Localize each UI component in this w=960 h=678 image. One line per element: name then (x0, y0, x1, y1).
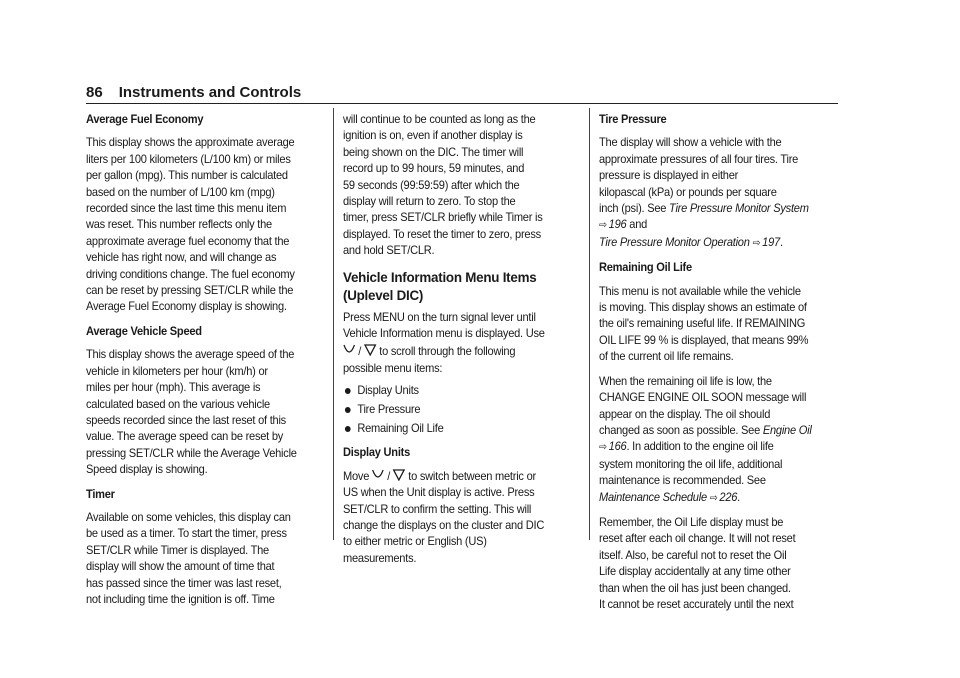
text-line (599, 439, 826, 456)
page-reference[interactable]: 226 (719, 490, 738, 504)
oil-life-text-2 (599, 374, 826, 507)
text-line: possible menu items: (343, 361, 443, 375)
tire-pressure-monitor-operation-link[interactable]: Tire Pressure Monitor Operation (599, 235, 750, 249)
text-line: record up to 99 hours, 59 minutes, and (343, 162, 525, 176)
text-line: is moving. This display shows an estimate of (599, 301, 807, 315)
text-fragment: . (779, 235, 783, 249)
text-line: miles per hour (mph). This average is (86, 381, 261, 395)
text-line: and hold SET/CLR. (343, 244, 435, 258)
oil-life-text-1 (599, 284, 826, 366)
text-line: vehicle in kilometers per hour (km/h) or (86, 364, 268, 378)
column-divider-1 (333, 108, 334, 540)
tire-pressure-text (599, 135, 826, 252)
page-reference[interactable]: 197 (762, 235, 780, 249)
text-line (599, 235, 826, 252)
display-units-heading: Display Units (343, 446, 411, 460)
list-item (343, 400, 570, 419)
text-line: This display shows the approximate average (86, 136, 295, 150)
text-line: Life display accidentally at any time other (599, 565, 791, 579)
tire-pressure-monitor-system-link[interactable]: Tire Pressure Monitor System (669, 202, 809, 216)
page-reference[interactable]: 166 (608, 440, 627, 454)
text-line: display will show the amount of time that (86, 560, 275, 574)
text-line: reset after each oil change. It will not reset (599, 532, 796, 546)
text-fragment: and (626, 218, 648, 232)
text-line: was reset. This number reflects only the (86, 218, 272, 232)
text-line: It cannot be reset accurately until the next (599, 597, 794, 611)
column-1 (86, 112, 313, 616)
text-line: of the current oil life remains. (599, 350, 734, 364)
text-line: Available on some vehicles, this display can (86, 510, 291, 524)
timer-heading: Timer (86, 487, 115, 501)
menu-items-list (343, 381, 570, 438)
text-line: system monitoring the oil life, additional (599, 457, 783, 471)
text-line: than when the oil has just been changed. (599, 581, 791, 595)
text-line: The display will show a vehicle with the (599, 136, 782, 150)
text-line (599, 217, 826, 234)
text-line (599, 201, 826, 217)
text-line: based on the number of L/100 km (mpg) (86, 185, 275, 199)
text-line: recorded since the last time this menu item (86, 202, 287, 216)
text-fragment: . In addition to the engine oil life (626, 440, 774, 454)
header-rule (86, 103, 838, 104)
text-line: to either metric or English (US) (343, 535, 487, 549)
page-reference-icon: ⇨ (709, 492, 718, 504)
section-title-line: Vehicle Information Menu Items (343, 268, 537, 285)
vehicle-info-intro (343, 310, 570, 378)
text-line-with-icons (343, 469, 570, 485)
vehicle-speed-heading: Average Vehicle Speed (86, 324, 202, 338)
text-line: SET/CLR while Timer is displayed. The (86, 543, 269, 557)
text-line: itself. Also, be careful not to reset the Oil (599, 548, 787, 562)
text-line: Remember, the Oil Life display must be (599, 515, 784, 529)
thumbwheel-up-icon (372, 469, 384, 481)
text-line: will continue to be counted as long as the (343, 113, 536, 126)
section-title: Instruments and Controls (118, 84, 302, 101)
list-item-label: Remaining Oil Life (357, 421, 444, 435)
page-reference-icon: ⇨ (599, 442, 607, 454)
list-item (343, 381, 570, 400)
oil-life-heading: Remaining Oil Life (599, 261, 692, 275)
text-line: calculated based on the various vehicle (86, 397, 270, 411)
text-line: approximate average fuel economy that the (86, 234, 290, 248)
text-line: SET/CLR to confirm the setting. This will (343, 502, 532, 516)
text-line: This menu is not available while the vehicle (599, 284, 801, 298)
text-fragment: to scroll through the following (379, 345, 516, 359)
text-line: be used as a timer. To start the timer, press (86, 527, 287, 541)
text-fragment: to switch between metric or (408, 469, 536, 483)
column-3 (599, 112, 826, 621)
text-line (599, 490, 826, 507)
text-fragment: changed as soon as possible. See (599, 423, 763, 437)
text-line: CHANGE ENGINE OIL SOON message will (599, 391, 807, 405)
text-line: ignition is on, even if another display is (343, 129, 523, 143)
text-line: This display shows the average speed of the (86, 348, 295, 362)
fuel-economy-heading: Average Fuel Economy (86, 113, 204, 126)
text-line: speeds recorded since the last reset of this (86, 413, 286, 427)
text-line: per gallon (mpg). This number is calculated (86, 169, 288, 183)
text-line: driving conditions change. The fuel economy (86, 267, 295, 281)
column-2 (343, 112, 570, 575)
slash: / (387, 469, 391, 483)
text-line: being shown on the DIC. The timer will (343, 145, 524, 159)
text-line: Speed display is showing. (86, 463, 208, 477)
engine-oil-link[interactable]: Engine Oil (762, 423, 812, 437)
page-reference-icon: ⇨ (752, 237, 761, 249)
thumbwheel-up-icon (343, 344, 355, 356)
text-line: liters per 100 kilometers (L/100 km) or miles (86, 152, 291, 166)
vehicle-speed-text (86, 347, 313, 478)
bullet-icon (345, 407, 351, 413)
text-line: timer, press SET/CLR briefly while Timer is (343, 211, 543, 225)
text-line: display will return to zero. To stop the (343, 195, 516, 209)
fuel-economy-text (86, 135, 313, 315)
text-line: appear on the display. The oil should (599, 407, 771, 421)
thumbwheel-down-icon (364, 344, 376, 356)
section-title-line: (Uplevel DIC) (343, 286, 424, 303)
column-divider-2 (589, 108, 590, 540)
text-line: not including time the ignition is off. Time (86, 592, 275, 606)
tire-pressure-heading: Tire Pressure (599, 113, 667, 126)
text-line: Vehicle Information menu is displayed. Use (343, 327, 545, 341)
bullet-icon (345, 388, 351, 394)
text-line: displayed. To reset the timer to zero, press (343, 227, 541, 241)
text-line (599, 423, 826, 439)
text-line: OIL LIFE 99 % is displayed, that means 99% (599, 333, 809, 347)
slash: / (358, 345, 362, 359)
text-line: US when the Unit display is active. Press (343, 486, 535, 500)
thumbwheel-down-icon (393, 469, 405, 481)
text-line: Average Fuel Economy display is showing. (86, 300, 287, 314)
text-line: 59 seconds (99:59:59) after which the (343, 178, 520, 192)
text-line: When the remaining oil life is low, the (599, 374, 772, 388)
maintenance-schedule-link[interactable]: Maintenance Schedule (599, 490, 707, 504)
timer-text (86, 510, 313, 608)
list-item-label: Tire Pressure (357, 402, 421, 416)
text-line: approximate pressures of all four tires. Tire (599, 152, 799, 166)
text-line: value. The average speed can be reset by (86, 430, 284, 444)
text-line: change the displays on the cluster and DIC (343, 518, 545, 532)
text-line: vehicle has right now, and will change as (86, 251, 277, 265)
text-line: Press MENU on the turn signal lever until (343, 310, 536, 324)
text-line: maintenance is recommended. See (599, 474, 766, 488)
text-fragment: . (737, 490, 741, 504)
timer-text-continued (343, 112, 570, 260)
page-number: 86 (86, 84, 103, 101)
text-line: pressure is displayed in either (599, 169, 739, 183)
list-item-label: Display Units (357, 383, 419, 397)
list-item (343, 419, 570, 438)
text-line: can be reset by pressing SET/CLR while the (86, 284, 294, 298)
bullet-icon (345, 426, 351, 432)
vehicle-info-section-title (343, 268, 570, 304)
text-line: the oil's remaining useful life. If REMAINING (599, 317, 806, 331)
text-fragment: Move (343, 469, 370, 483)
oil-life-text-3 (599, 515, 826, 613)
text-line: measurements. (343, 551, 417, 565)
text-line: pressing SET/CLR while the Average Vehicle (86, 446, 297, 460)
page-header (86, 84, 838, 103)
display-units-text (343, 469, 570, 567)
text-line-with-icons (343, 344, 570, 360)
text-line: has passed since the timer was last reset, (86, 576, 282, 590)
text-fragment: inch (psi). See (599, 202, 670, 216)
text-line: kilopascal (kPa) or pounds per square (599, 185, 777, 199)
page-reference-icon: ⇨ (599, 220, 607, 232)
page-reference[interactable]: 196 (608, 218, 627, 232)
